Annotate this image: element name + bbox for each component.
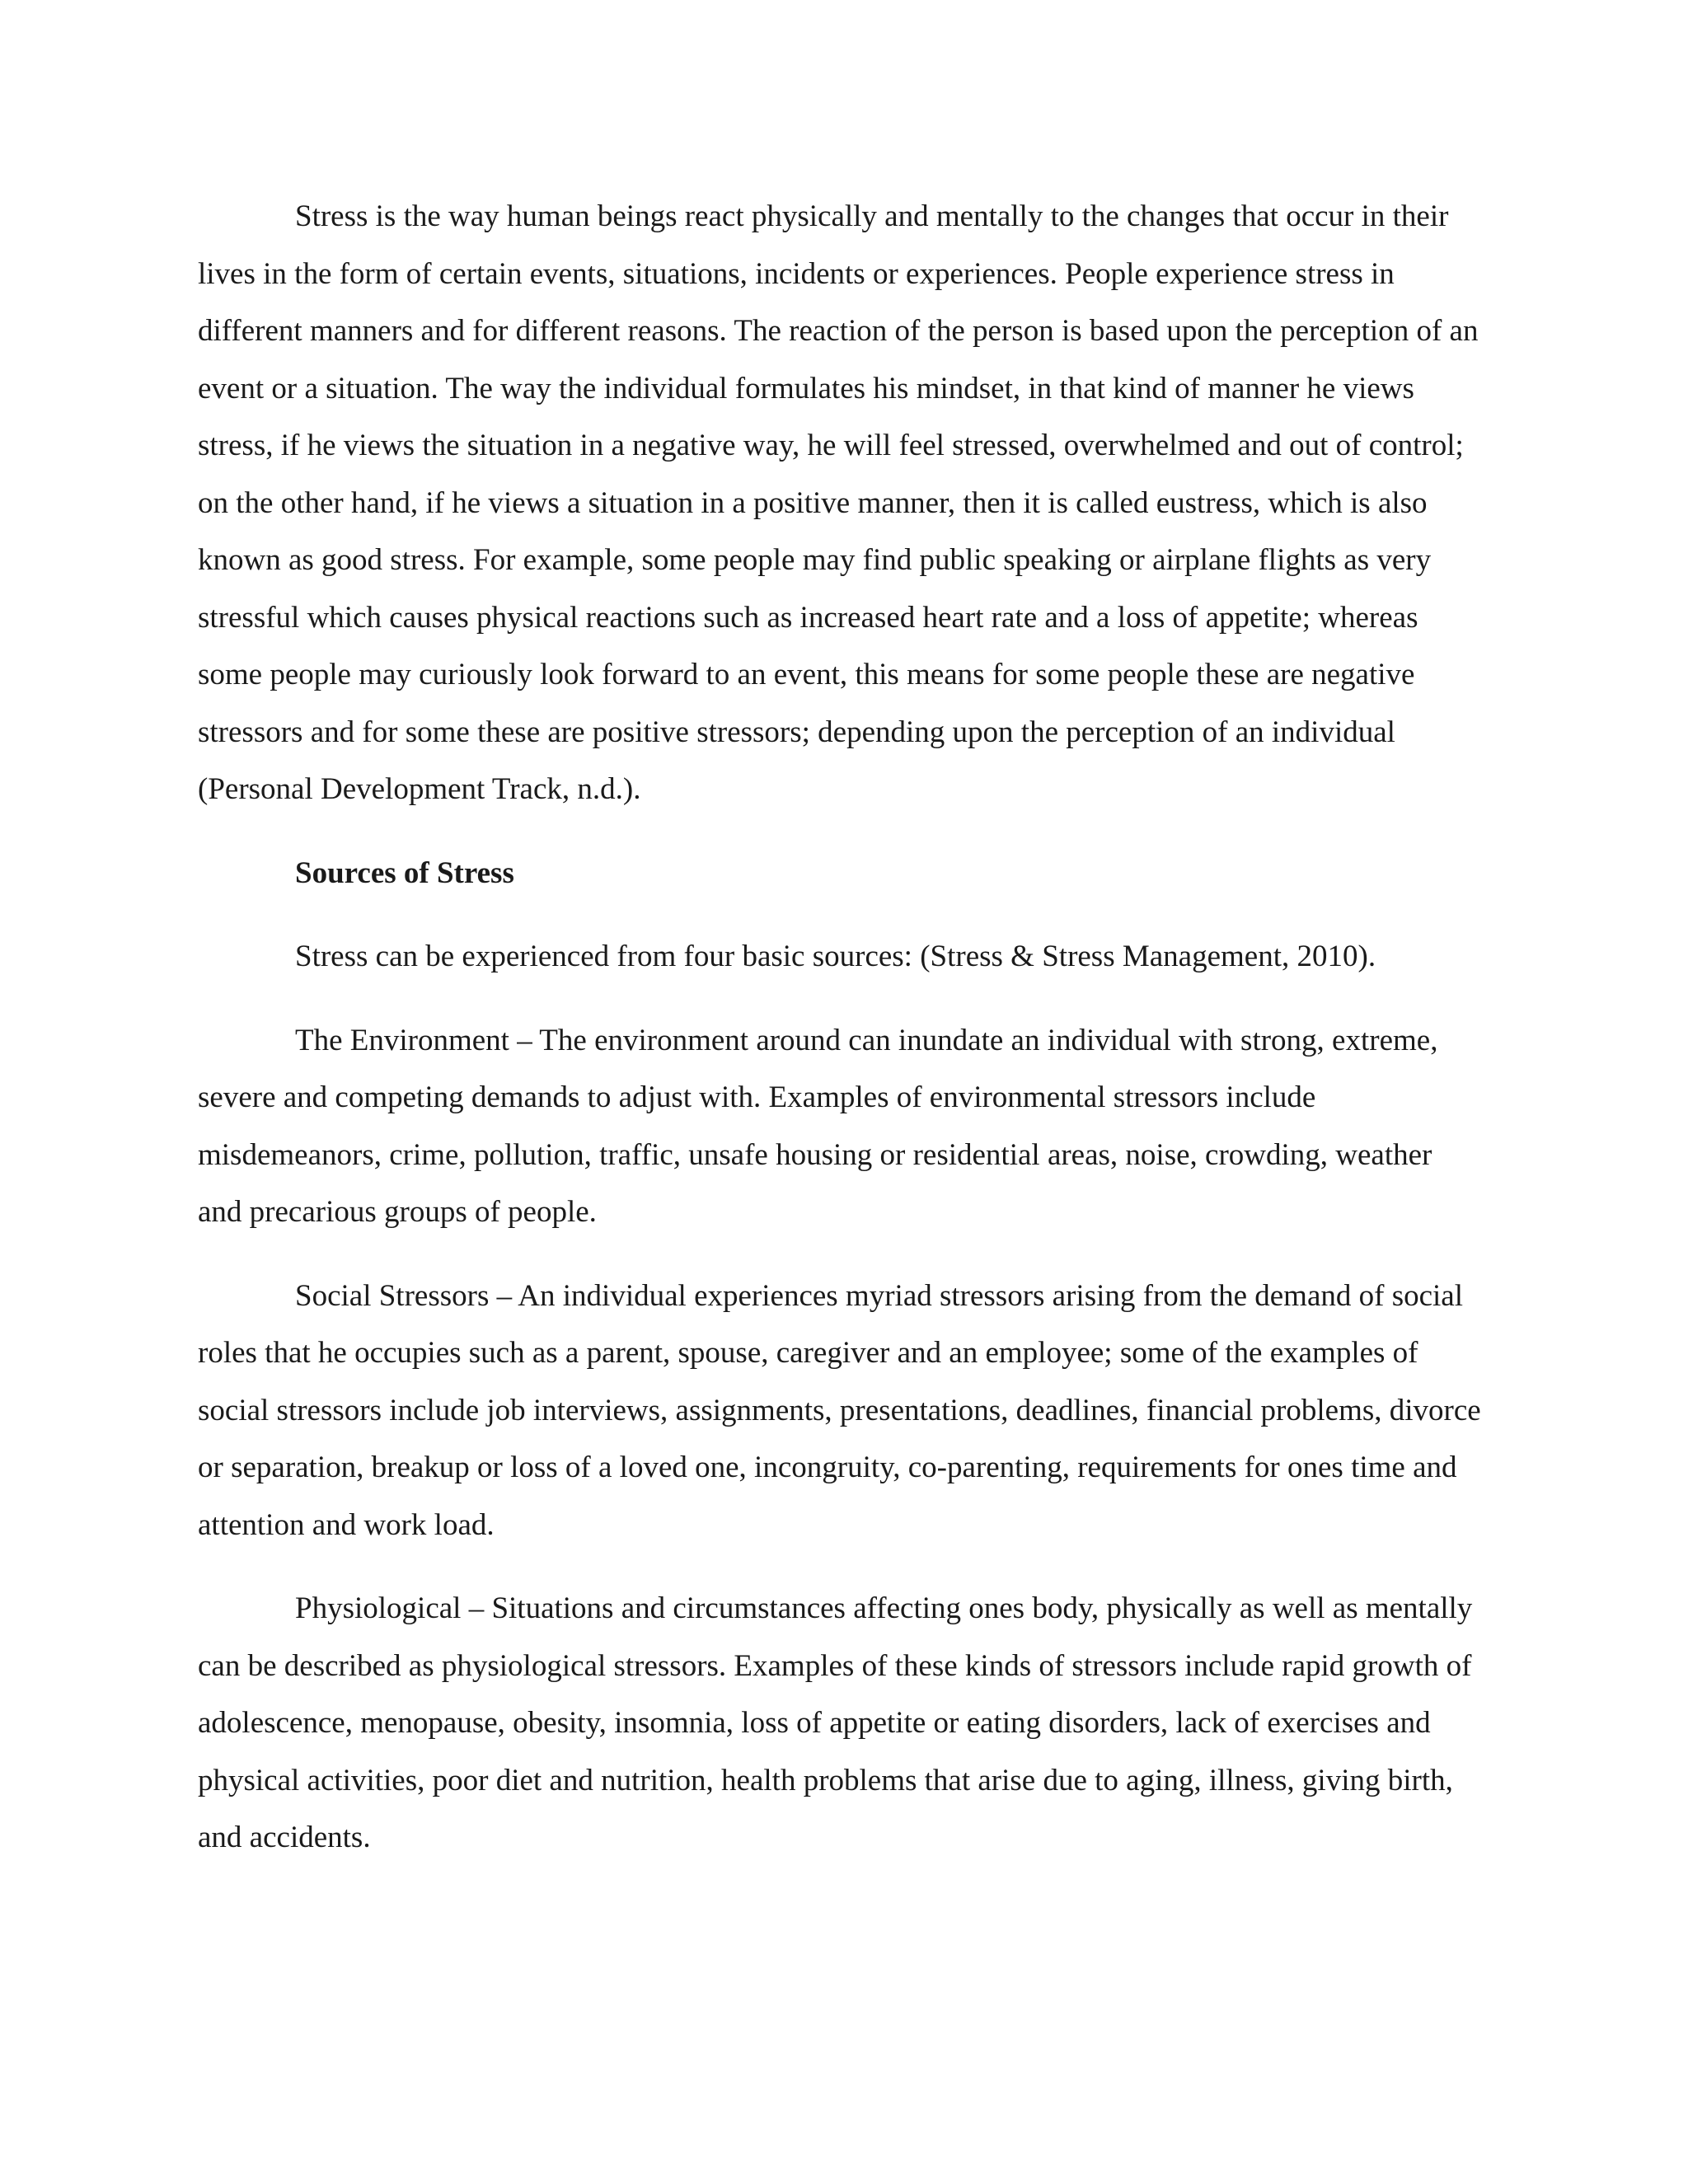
intro-paragraph: Stress is the way human beings react physically and mentally to the changes that occur in their lives in the form of certain events, situations, incidents or experiences. People experience stress in different manners and for different reasons. The reaction of the person is based upon the perception of an event or a situation. The way the individual formulates his mindset, in that kind of manner he views stress, if he views the situation in a negative way, he will feel stressed, overwhelmed and out of control; on the other hand, if he views a situation in a positive manner, then it is called eustress, which is also known as good stress. For example, some people may find public speaking or airplane flights as very stressful which causes physical reactions such as increased heart rate and a loss of appetite; whereas some people may curiously look forward to an event, this means for some people these are negative stressors and for some these are positive stressors; depending upon the perception of an individual (Personal Development Track, n.d.).: [198, 199, 1479, 806]
section-heading: Sources of Stress: [295, 855, 514, 890]
social-stressors-paragraph: Social Stressors – An individual experiences myriad stressors arising from the demand of social roles that he occupies such as a parent, spouse, caregiver and an employee; some of the examples of social stressors include job interviews, assignments, presentations, deadlines, financial problems, divorce or separation, breakup or loss of a loved one, incongruity, co-parenting, requirements for ones time and attention and work load.: [198, 1278, 1481, 1542]
document-body: [198, 188, 1484, 1867]
physiological-paragraph: Physiological – Situations and circumstances affecting ones body, physically as well as mentally can be described as physiological stressors. Examples of these kinds of stressors include rapid growth of adolescence, menopause, obesity, insomnia, loss of appetite or eating disorders, lack of exercises and physical activities, poor diet and nutrition, health problems that arise due to aging, illness, giving birth, and accidents.: [198, 1591, 1473, 1854]
environment-paragraph: The Environment – The environment around can inundate an individual with strong, extreme, severe and competing demands to adjust with. Examples of environmental stressors include misdemeanors, crime, pollution, traffic, unsafe housing or residential areas, noise, crowding, weather and precarious groups of people.: [198, 1023, 1438, 1229]
sources-intro-paragraph: Stress can be experienced from four basic sources: (Stress & Stress Management, 2010).: [295, 940, 1376, 973]
